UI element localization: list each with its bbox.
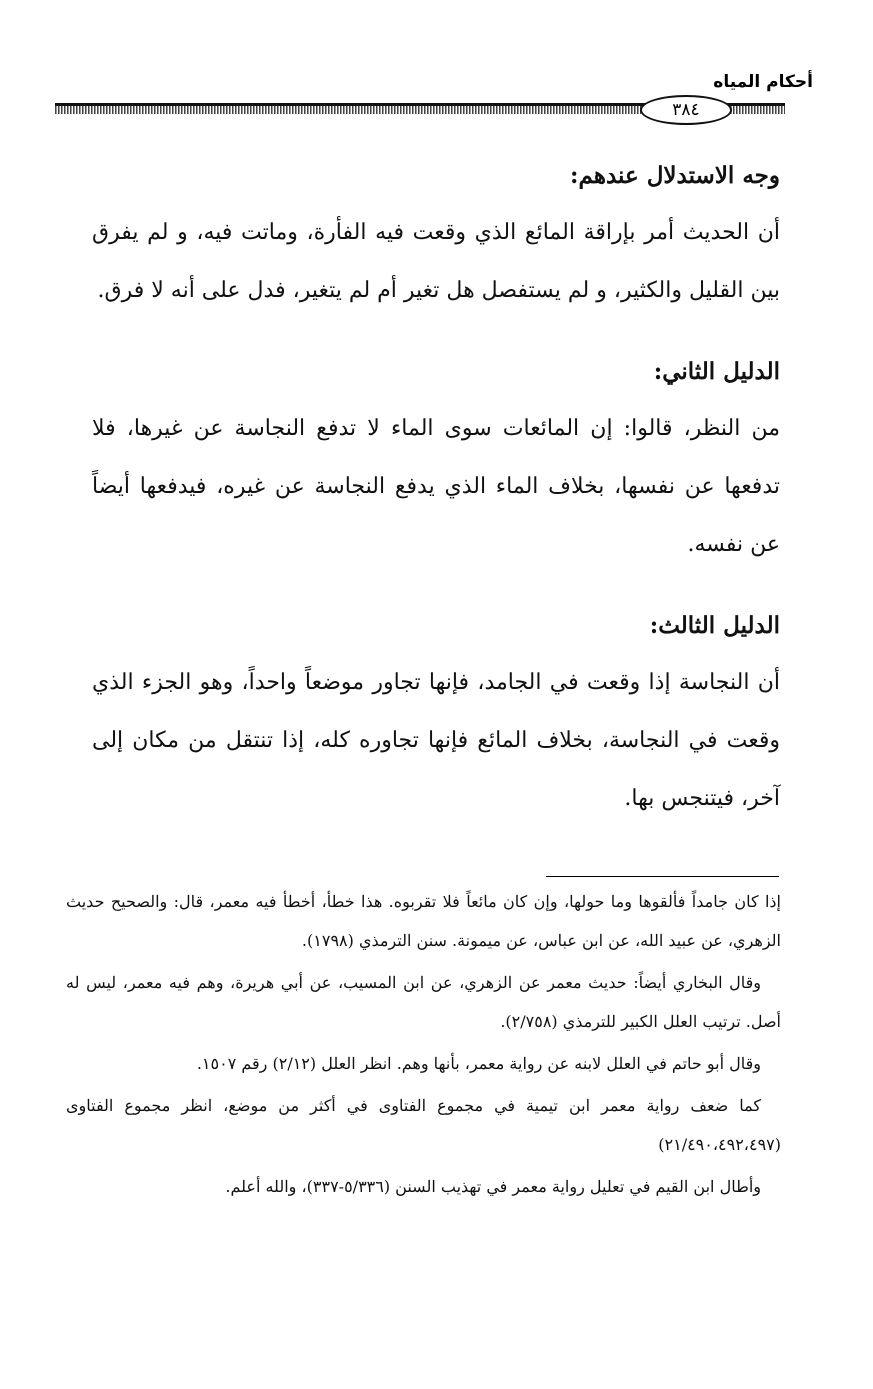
footnotes bbox=[66, 882, 781, 1209]
main-text bbox=[92, 148, 780, 852]
page-number: ٣٨٤ bbox=[640, 95, 732, 125]
footnote-paragraph: إذا كان جامداً فألقوها وما حولها، وإن كان مائعاً فلا تقربوه. هذا خطأ، أخطأ فيه معمر، قال: والصحيح حديث الزهري، عن عبيد الله، عن ابن عباس، عن ميمونة. سنن الترمذي (١٧٩٨). bbox=[66, 892, 781, 950]
running-title: أحكام المياه bbox=[713, 72, 813, 92]
footnote-paragraph: وقال البخاري أيضاً: حديث معمر عن الزهري، عن ابن المسيب، عن أبي هريرة، وهم فيه معمر، ليس له أصل. ترتيب العلل الكبير للترمذي (٢/٧٥٨). bbox=[66, 973, 781, 1031]
section-heading-inference: وجه الاستدلال عندهم: bbox=[570, 162, 780, 189]
section-heading-third-evidence: الدليل الثالث: bbox=[649, 612, 780, 639]
footnote-paragraph: وقال أبو حاتم في العلل لابنه عن رواية معمر، بأنها وهم. انظر العلل (٢/١٢) رقم ١٥٠٧. bbox=[196, 1054, 761, 1073]
section-text-second-evidence: من النظر، قالوا: إن المائعات سوى الماء لا تدفع النجاسة عن غيرها، فلا تدفعها عن نفسها، بخلاف الماء الذي يدفع النجاسة عن غيره، فيدفعها أيضاً عن نفسه. bbox=[92, 416, 780, 557]
footnote-separator bbox=[546, 876, 779, 877]
footnote-paragraph: كما ضعف رواية معمر ابن تيمية في مجموع الفتاوى في أكثر من موضع، انظر مجموع الفتاوى (٢١/٤٩٠،٤٩٢،٤٩٧) bbox=[66, 1096, 781, 1154]
section-heading-second-evidence: الدليل الثاني: bbox=[653, 358, 780, 385]
section-text-third-evidence: أن النجاسة إذا وقعت في الجامد، فإنها تجاور موضعاً واحداً، وهو الجزء الذي وقعت في النجاسة، بخلاف المائع فإنها تجاوره كله، إذا تنتقل من مكان إلى آخر، فيتنجس بها. bbox=[92, 670, 780, 811]
footnote-paragraph: وأطال ابن القيم في تعليل رواية معمر في تهذيب السنن (٥/٣٣٦-٣٣٧)، والله أعلم. bbox=[225, 1177, 761, 1196]
section-text-inference: أن الحديث أمر بإراقة المائع الذي وقعت فيه الفأرة، وماتت فيه، و لم يفرق بين القليل والكثير، و لم يستفصل هل تغير أم لم يتغير، فدل على أنه لا فرق. bbox=[92, 220, 780, 303]
